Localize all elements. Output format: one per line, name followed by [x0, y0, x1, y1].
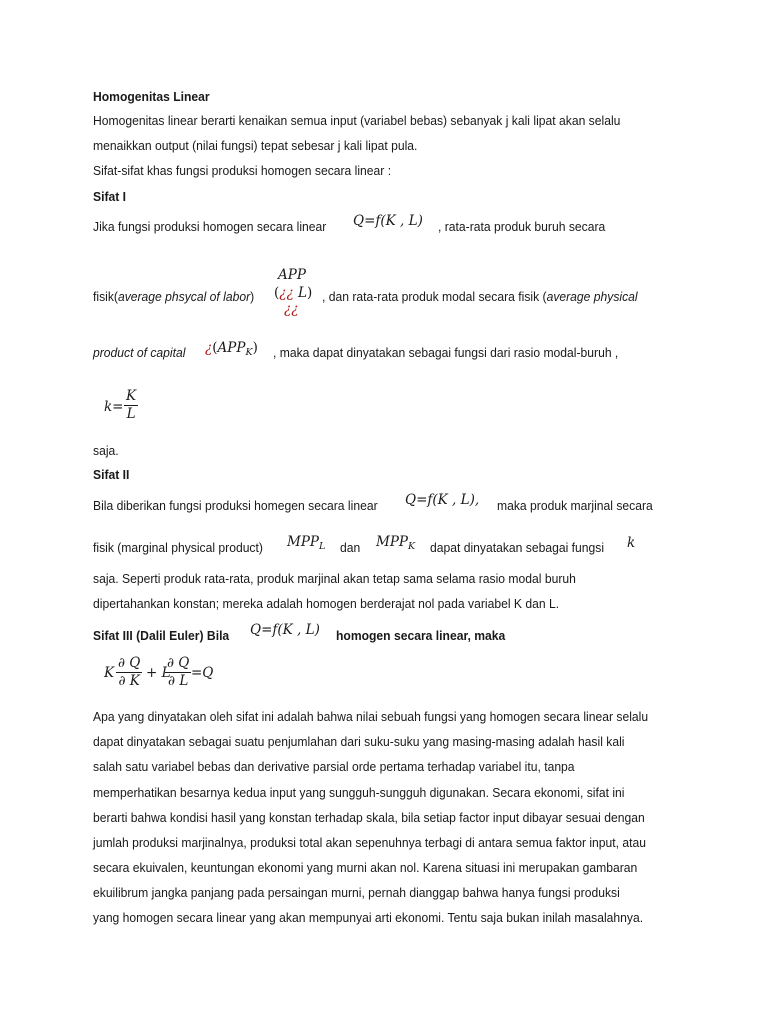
k-fraction-num: K — [126, 388, 137, 404]
paragraph-line: ekuilibrum jangka panjang pada persaingan murni, pernah dianggap bahwa hanya fungsi produksi — [93, 885, 620, 900]
sifat-2-line-3: saja. Seperti produk rata-rata, produk marjinal akan tetap sama selama rasio modal buruh — [93, 571, 576, 586]
paragraph-line: dapat dinyatakan sebagai suatu penjumlahan dari suku-suku yang masing-masing adalah hasil kali — [93, 734, 625, 749]
k-label: k= — [104, 399, 124, 415]
sifat-2-line-4: dipertahankan konstan; mereka adalah homogen berderajat nol pada variabel K dan L. — [93, 596, 560, 611]
euler-den-1: ∂ K — [118, 673, 140, 689]
sifat-2-line-2-post: dapat dinyatakan sebagai fungsi — [430, 540, 605, 555]
mpp-l-sub: L — [319, 541, 326, 552]
sifat-2-title: Sifat II — [93, 467, 130, 482]
sifat-2-line-1-text: Bila diberikan fungsi produksi homegen secara linear — [93, 498, 378, 513]
intro-line-3: Sifat-sifat khas fungsi produksi homogen secara linear : — [93, 163, 392, 178]
paragraph-line: salah satu variabel bebas dan derivative parsial orde pertama terhadap variabel itu, tanpa — [93, 759, 575, 774]
sifat-2-line-1-post: maka produk marjinal secara — [497, 498, 653, 513]
paragraph-line: secara ekuivalen, keuntungan ekonomi yang murni akan nol. Karena situasi ini merupakan gambaran — [93, 860, 638, 875]
paragraph-line: yang homogen secara linear yang akan mempunyai arti ekonomi. Tentu saja bukan inilah masalahnya. — [93, 910, 644, 925]
euler-num-1: ∂ Q — [118, 655, 141, 671]
mpp-k-text: MPP — [376, 534, 408, 550]
euler-num-2: ∂ Q — [167, 655, 190, 671]
line-2-pre: fisik( — [93, 289, 118, 304]
sifat-1-line-2 — [93, 289, 254, 305]
paragraph-line: jumlah produksi marjinalnya, produksi total akan sepenuhnya terbagi di antara semua faktor input, atau — [93, 835, 647, 850]
mpp-l-text: MPP — [287, 534, 319, 550]
mpp-k-formula — [376, 534, 415, 552]
sifat-1-line-4: saja. — [93, 443, 119, 458]
sifat-3-title-post: homogen secara linear, maka — [336, 628, 506, 643]
euler-plus-l: + L — [146, 665, 171, 681]
line-2-italic-2: average physical — [546, 289, 638, 304]
k-variable: k — [627, 535, 636, 551]
line-2-mid: ) — [250, 289, 255, 304]
sifat-2-line-2-text: fisik (marginal physical product) — [93, 540, 263, 555]
paragraph-line: Apa yang dinyatakan oleh sifat ini adalah bahwa nilai sebuah fungsi yang homogen secara linear selalu — [93, 709, 649, 724]
paragraph-line: berarti bahwa kondisi hasil yang konstan terhadap skala, bila setiap factor input dibayar sesuai dengan — [93, 810, 645, 825]
sifat-1-line-1-post: , rata-rata produk buruh secara — [438, 219, 606, 234]
dan-text: dan — [340, 540, 361, 555]
euler-eq: =Q — [191, 665, 214, 681]
sifat-1-line-3-post: , maka dapat dinyatakan sebagai fungsi dari rasio modal-buruh , — [273, 345, 619, 360]
app-k-formula: ¿$(APP_K)$ — [205, 340, 258, 358]
intro-line-2: menaikkan output (nilai fungsi) tepat sebesar j kali lipat pula. — [93, 138, 418, 153]
document-heading: Homogenitas Linear — [93, 89, 210, 104]
euler-fraction-2 — [165, 656, 191, 689]
sifat-1-formula-q: Q=f(K , L) — [353, 213, 423, 229]
euler-fraction-1 — [116, 656, 142, 689]
line-2-italic: average phsycal of labor — [117, 289, 251, 304]
line-2-post-text: , dan rata-rata produk modal secara fisik ( — [322, 289, 547, 304]
app-formula-bottom: ¿¿ — [284, 301, 299, 317]
paragraph-line: memperhatikan besarnya kedua input yang sungguh-sungguh digunakan. Secara ekonomi, sifat ini — [93, 785, 625, 800]
sifat-2-formula-q: Q=f(K , L), — [405, 492, 480, 508]
mpp-l-formula — [287, 534, 325, 552]
app-formula-top: APP — [278, 267, 306, 283]
sifat-3-formula-q: Q=f(K , L) — [250, 622, 320, 638]
k-fraction — [124, 389, 138, 422]
intro-line-1: Homogenitas linear berarti kenaikan semua input (variabel bebas) sebanyak j kali lipat akan selalu — [93, 113, 621, 128]
sifat-1-title: Sifat I — [93, 189, 127, 204]
sifat-1-line-1-text: Jika fungsi produksi homogen secara linear — [93, 219, 327, 234]
k-fraction-den: L — [126, 406, 136, 422]
app-formula-mid: (¿¿ L) — [274, 285, 313, 301]
sifat-1-line-2-post — [322, 289, 638, 305]
sifat-3-title: Sifat III (Dalil Euler) Bila — [93, 628, 230, 643]
euler-k: K — [104, 665, 115, 681]
euler-den-2: ∂ L — [168, 673, 189, 689]
sifat-1-line-3-italic: product of capital — [93, 345, 186, 360]
mpp-k-sub: K — [408, 541, 416, 552]
